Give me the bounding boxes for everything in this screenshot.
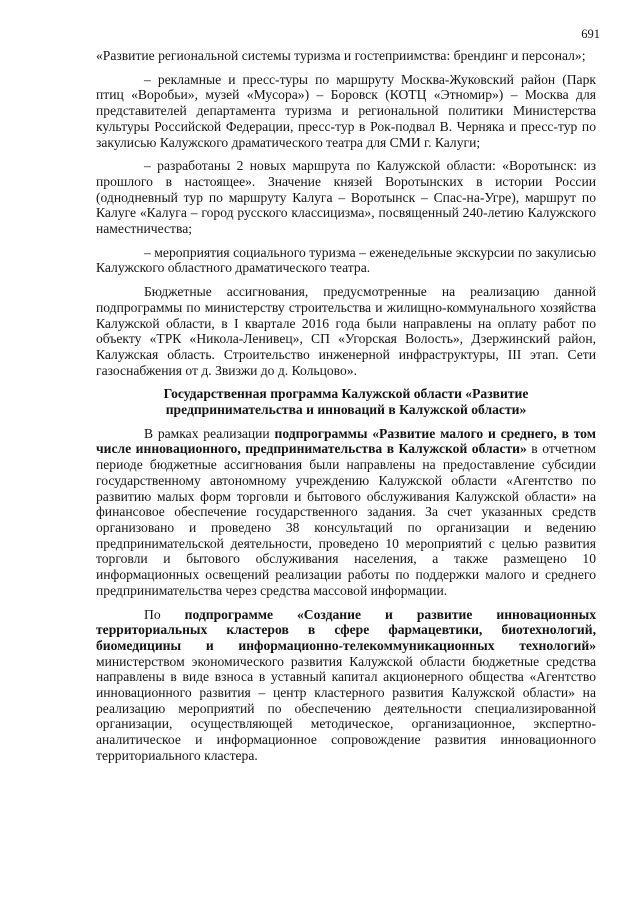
paragraph-social-tourism: – мероприятия социального туризма – еженедельные экскурсии по закулисью Калужского областного драматического театра. [96, 244, 596, 276]
paragraph-small-business-subprogram: подпрограммы «Развитие малого и среднего, в том числе инновационного, предпринимательства в Калужской области» [96, 425, 596, 457]
paragraph-small-business-intro: В рамках реализации [144, 425, 275, 441]
paragraph-new-routes: – разработаны 2 новых маршрута по Калужской области: «Воротынск: из прошлого в настоящее». Значение князей Воротынских в истории России (однодневный тур по маршруту Калуга – Воротынск – Спас-на-Угре), маршрут по Калуге «Калуга – город русского классицизма», посвященный 240-летию Калужского наместничества; [96, 158, 596, 237]
paragraph-innovation-clusters-body: министерством экономического развития Калужской области бюджетные средства направлены в виде взноса в уставный капитал акционерного общества «Агентство инновационного развития – центр кластерного развития Калужской области» на реализацию мероприятий по обеспечению деятельности специализированной организации, осуществляющей методическое, организационное, экспертно-аналитическое и информационное сопровождение развития инновационного территориального кластера. [96, 653, 596, 763]
section-heading-line-2: предпринимательства и инноваций в Калужской области» [165, 402, 527, 418]
section-heading-line-1: Государственная программа Калужской области «Развитие [163, 386, 529, 402]
paragraph-small-business-body: в отчетном периоде бюджетные ассигнования были направлены на предоставление субсидии государственному автономному учреждению Калужской области «Агентство по развитию малых форм торговли и бытового обслуживания Калужской области» на финансовое обеспечение государственного задания. За счет указанных средств организовано и проведено 38 консультаций по организации и ведению предпринимательской деятельности, проведено 10 мероприятий с целью развития торговли и бытового обслуживания населения, а также размещено 10 информационных освещений реализации работы по поддержки малого и среднего предпринимательства через средства массовой информации. [96, 441, 596, 598]
paragraph-budget-construction: Бюджетные ассигнования, предусмотренные на реализацию данной подпрограммы по министерству строительства и жилищно-коммунального хозяйства Калужской области, в I квартале 2016 года были направлены на оплату работ по объекту «ТРК «Никола-Ленивец», СП «Угорская Волость», Дзержинский район, Калужская область. Строительство инженерной инфраструктуры, III этап. Сети газоснабжения от д. Звизжи до д. Кольцово». [96, 284, 596, 378]
paragraph-subprogram-tourism-title: «Развитие региональной системы туризма и гостеприимства: брендинг и персонал»; [96, 48, 586, 63]
page-number: 691 [581, 27, 600, 41]
document-body [96, 48, 596, 772]
paragraph-small-business [96, 426, 596, 599]
section-heading [96, 386, 596, 417]
paragraph-innovation-clusters-subprogram: подпрограмме «Создание и развитие инновационных территориальных кластеров в сфере фармацевтики, биотехнологий, биомедицины и информационно-телекоммуникационных технологий» [96, 606, 597, 653]
paragraph-innovation-clusters [96, 607, 596, 764]
paragraph-press-tours: – рекламные и пресс-туры по маршруту Москва-Жуковский район (Парк птиц «Воробьи», музей «Мусора») – Боровск (КОТЦ «Этномир») – Москва для представителей департамента туризма и региональной политики Министерства культуры Российской Федерации, пресс-тур в Рок-подвал В. Черняка и пресс-тур по закулисью Калужского драматического театра для СМИ г. Калуги; [96, 71, 596, 150]
paragraph-innovation-clusters-intro: По [144, 606, 185, 622]
